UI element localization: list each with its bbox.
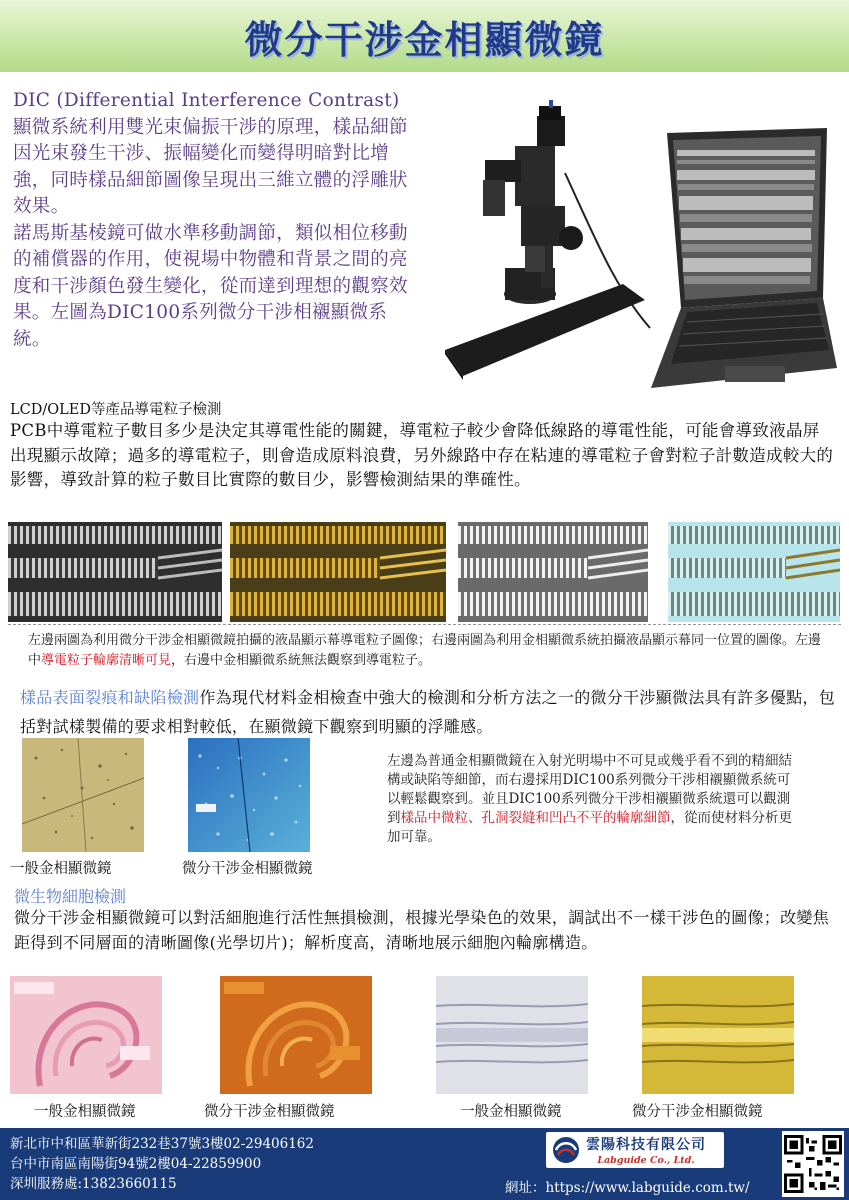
surface-dic-image bbox=[188, 738, 310, 852]
surface-side-text bbox=[387, 752, 792, 847]
lcd-caption-part-2: ，右邊中金相顯微系統無法觀察到導電粒子。 bbox=[171, 653, 432, 668]
lcd-dic-image-gold bbox=[230, 522, 446, 622]
bio-section-heading: 微生物細胞檢測 bbox=[14, 887, 127, 906]
page-title: 微分干涉金相顯微鏡 bbox=[244, 17, 605, 62]
lcd-caption-highlight: 導電粒子輪廓清晰可見 bbox=[41, 653, 172, 668]
surface-left-label: 一般金相顯微鏡 bbox=[10, 861, 112, 877]
lcd-dic-image-gray bbox=[8, 522, 222, 622]
bio-normal-image-pink bbox=[10, 976, 162, 1094]
surface-section-text bbox=[20, 683, 840, 741]
lcd-caption-part-1: 左邊兩圖為利用微分干涉金相顯微鏡拍攝的液晶顯示幕導電粒子圖像；右邊兩圖為利用金相顯微系統拍攝液晶顯示幕同一位置的圖像。左邊中 bbox=[28, 633, 822, 668]
bio-normal-image-gray bbox=[436, 976, 588, 1094]
surface-normal-image bbox=[22, 738, 144, 852]
lcd-metallurgical-image-cyan bbox=[668, 522, 840, 622]
bio-label-1: 一般金相顯微鏡 bbox=[34, 1104, 136, 1120]
microscope-system-photo bbox=[445, 88, 840, 388]
company-name-en: Labguide Co., Ltd. bbox=[597, 1155, 695, 1166]
title-banner bbox=[0, 0, 849, 72]
surface-right-label: 微分干涉金相顯微鏡 bbox=[182, 861, 313, 877]
lcd-section-heading: LCD/OLED等產品導電粒子檢測 bbox=[10, 402, 222, 418]
surface-side-highlight: 樣品中微粒、孔洞裂縫和凹凸不平的輪廓細節 bbox=[400, 810, 671, 826]
qr-code-icon[interactable] bbox=[782, 1131, 844, 1197]
intro-paragraph-2: 諾馬斯基棱鏡可做水準移動調節，類似相位移動的補償器的作用，使視場中物體和背景之間的亮度和干涉顏色發生變化，從而達到理想的觀察效果。左圖為DIC100系列微分干涉相襯顯微系統。 bbox=[13, 222, 408, 350]
intro-paragraph-1: DIC (Differential Interference Contrast)顯微系統利用雙光束偏振干涉的原理，樣品細節因光束發生干涉、振幅變化而變得明暗對比增強，同時樣品細節圖像呈現出三維立體的浮雕狀效果。 bbox=[13, 90, 408, 217]
bio-dic-image-orange bbox=[220, 976, 372, 1094]
bio-dic-image-gold bbox=[642, 976, 794, 1094]
bio-label-2: 微分干涉金相顯微鏡 bbox=[204, 1104, 335, 1120]
surface-side-part-1: 左邊為普通金相顯微鏡在入射光明場中不可見或幾乎看不到的精細結構或缺陷等細節，而右邊採用DIC100系列微分干涉相襯顯微系統可以輕鬆觀察到。並且DIC100系列微分干涉相襯顯微系統還可以觀測到 bbox=[387, 753, 792, 826]
lcd-section-body: PCB中導電粒子數目多少是決定其導電性能的關鍵，導電粒子較少會降低線路的導電性能，可能會導致液晶屏出現顯示故障；過多的導電粒子，則會造成原料浪費，另外線路中存在粘連的導電粒子會對粒子計數造成較大的影響，導致計算的粒子數目比實際的數目少，影響檢測結果的準確性。 bbox=[10, 421, 834, 489]
address-line-2: 台中市南區南陽街94號2樓04-22859900 bbox=[10, 1156, 262, 1172]
lcd-metallurgical-image-gray bbox=[458, 522, 648, 622]
address-line-3: 深圳服務處:13823660115 bbox=[10, 1176, 177, 1192]
company-name-cn: 雲陽科技有限公司 bbox=[586, 1137, 706, 1153]
website-link[interactable]: 網址：https://www.labguide.com.tw/ bbox=[505, 1180, 750, 1196]
surface-side-part-2: ，從而使材料分析更加可靠。 bbox=[387, 810, 792, 845]
surface-section-heading: 樣品表面裂痕和缺陷檢測 bbox=[20, 688, 200, 707]
address-line-1: 新北市中和區華新街232巷37號3樓02-29406162 bbox=[10, 1136, 314, 1152]
lcd-image-caption bbox=[8, 624, 841, 672]
surface-section-body: 作為現代材料金相檢查中強大的檢測和分析方法之一的微分干涉顯微法具有許多優點，包括對試樣製備的要求相對較低，在顯微鏡下觀察到明顯的浮雕感。 bbox=[20, 688, 836, 736]
bio-section-body: 微分干涉金相顯微鏡可以對活細胞進行活性無損檢測，根據光學染色的效果，調試出不一樣干涉色的圖像；改變焦距得到不同層面的清晰圖像(光學切片)；解析度高，清晰地展示細胞內輪廓構造。 bbox=[14, 908, 830, 952]
intro-text bbox=[13, 88, 408, 353]
bio-label-4: 微分干涉金相顯微鏡 bbox=[632, 1104, 763, 1120]
footer bbox=[0, 1128, 849, 1200]
bio-label-3: 一般金相顯微鏡 bbox=[460, 1104, 562, 1120]
footer-addresses bbox=[10, 1134, 314, 1194]
company-logo bbox=[546, 1132, 724, 1168]
labguide-logo-icon bbox=[550, 1135, 582, 1165]
